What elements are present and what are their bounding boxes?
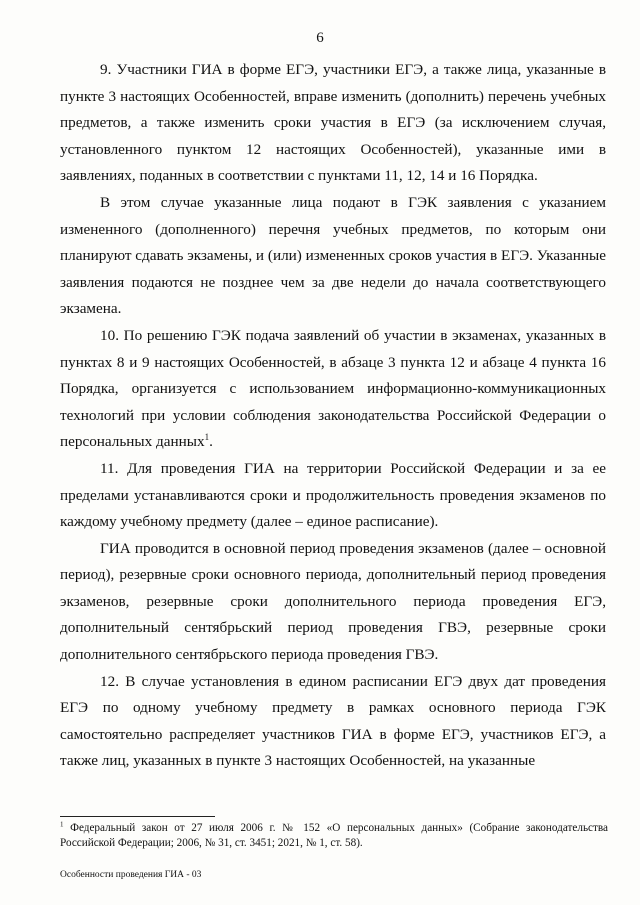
document-body	[60, 57, 606, 775]
paragraph-11: 11. Для проведения ГИА на территории Российской Федерации и за ее пределами устанавливаются сроки и продолжительность проведения экзаменов по каждому учебному предмету (далее – единое расписание).	[60, 459, 606, 531]
paragraph-12: 12. В случае установления в едином расписании ЕГЭ двух дат проведения ЕГЭ по одному учебному предмету в рамках основного периода ГЭК самостоятельно распределяет участников ГИА в форме ЕГЭ, участников ЕГЭ, а также лиц, указанных в пункте 3 настоящих Особенностей, на указанные	[60, 672, 606, 770]
page-number: 6	[316, 30, 324, 46]
paragraph-10-end: .	[209, 433, 213, 451]
footnote-marker: 1	[60, 820, 64, 829]
footnote-divider	[60, 816, 215, 817]
footnote-reference[interactable]: 1	[204, 432, 210, 443]
paragraph-9: 9. Участники ГИА в форме ЕГЭ, участники ЕГЭ, а также лица, указанные в пункте 3 настоящих Особенностей, вправе изменить (дополнить) перечень учебных предметов, а также изменить сроки участия в ЕГЭ (за исключением случая, установленного пунктом 12 настоящих Особенностей), указанные ими в заявлениях, поданных в соответствии с пунктами 11, 12, 14 и 16 Порядка.	[60, 61, 606, 185]
paragraph-10-text: 10. По решению ГЭК подача заявлений об участии в экзаменах, указанных в пунктах 8 и 9 настоящих Особенностей, в абзаце 3 пункта 12 и абзаце 4 пункта 16 Порядка, организуется с использованием информационно-коммуникационных технологий при условии соблюдения законодательства Российской Федерации о персональных данных	[60, 326, 606, 451]
footnote-text: Федеральный закон от 27 июля 2006 г. № 152 «О персональных данных» (Собрание законодательства Российской Федерации; 2006, № 31, ст. 3451; 2021, № 1, ст. 58).	[60, 822, 608, 849]
paragraph-11-continued: ГИА проводится в основной период проведения экзаменов (далее – основной период), резервные сроки основного периода, дополнительный период проведения экзаменов, резервные сроки дополнительного периода проведения ЕГЭ, дополнительный сентябрьский период проведения ГВЭ, резервные сроки дополнительного сентябрьского периода проведения ГВЭ.	[60, 539, 606, 664]
footnote	[60, 821, 608, 850]
paragraph-10	[60, 323, 606, 456]
paragraph-9-continued: В этом случае указанные лица подают в ГЭК заявления с указанием измененного (дополненного) перечня учебных предметов, по которым они планируют сдавать экзамены, и (или) измененных сроков участия в ЕГЭ. Указанные заявления подаются не позднее чем за две недели до начала соответствующего экзамена.	[60, 193, 606, 318]
document-footer-label: Особенности проведения ГИА - 03	[60, 870, 202, 880]
